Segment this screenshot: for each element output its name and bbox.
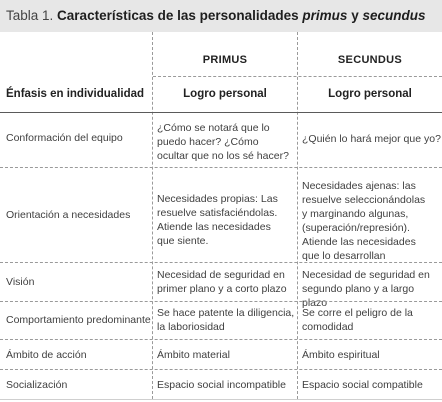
row-label-social: Socialización <box>6 379 68 391</box>
row-label-needs: Orientación a necesidades <box>6 209 131 221</box>
row-label-team: Conformación del equipo <box>6 132 123 144</box>
row-needs-primus: Necesidades propias: Las resuelve satisfaciéndolas. Atiende las necesidades que siente. <box>157 193 278 247</box>
row-vision-primus: Necesidad de seguridad en primer plano y a corto plazo <box>157 269 287 295</box>
row-behavior-primus: Se hace patente la diligencia, la laboriosidad <box>157 307 295 333</box>
row-label-vision: Visión <box>6 276 35 288</box>
row-divider-5 <box>0 369 442 370</box>
caption-connector: y <box>347 8 363 23</box>
caption-term-secundus: secundus <box>362 8 426 23</box>
caption-term-primus: primus <box>302 8 348 23</box>
row-team-secundus: ¿Quién lo hará mejor que yo? <box>302 133 441 145</box>
row-vision-secundus: Necesidad de seguridad en segundo plano y a largo plazo <box>302 269 430 309</box>
row-scope-primus: Ámbito material <box>157 349 230 361</box>
row-divider-2 <box>0 262 442 263</box>
row-behavior-secundus: Se corre el peligro de la comodidad <box>302 307 413 333</box>
column-header-secundus: SECUNDUS <box>337 54 403 66</box>
row-social-secundus: Espacio social compatible <box>302 379 423 391</box>
emphasis-divider <box>0 112 442 113</box>
row-social-primus: Espacio social incompatible <box>157 379 286 391</box>
table-caption <box>0 0 442 32</box>
row-team-primus: ¿Cómo se notará que lo puedo hacer? ¿Cómo ocultar que no los sé hacer? <box>157 122 289 162</box>
emphasis-label: Énfasis en individualidad <box>6 88 145 100</box>
column-header-primus: PRIMUS <box>202 54 248 66</box>
row-label-scope: Ámbito de acción <box>6 349 87 361</box>
table-bottom-border <box>0 399 442 400</box>
row-divider-3 <box>0 301 442 302</box>
caption-title: Características de las personalidades <box>57 8 303 23</box>
emphasis-primus: Logro personal <box>183 88 267 100</box>
caption-label: Tabla 1. <box>6 8 58 23</box>
header-divider <box>153 76 442 77</box>
emphasis-secundus: Logro personal <box>328 88 412 100</box>
row-needs-secundus: Necesidades ajenas: las resuelve seleccionándolas y marginando algunas, (superación/represión). Atiende las necesidades que lo desarrollan <box>302 180 426 262</box>
row-label-behavior: Comportamiento predominante <box>6 314 151 326</box>
row-scope-secundus: Ámbito espiritual <box>302 349 380 361</box>
row-divider-4 <box>0 339 442 340</box>
row-divider-1 <box>0 167 442 168</box>
